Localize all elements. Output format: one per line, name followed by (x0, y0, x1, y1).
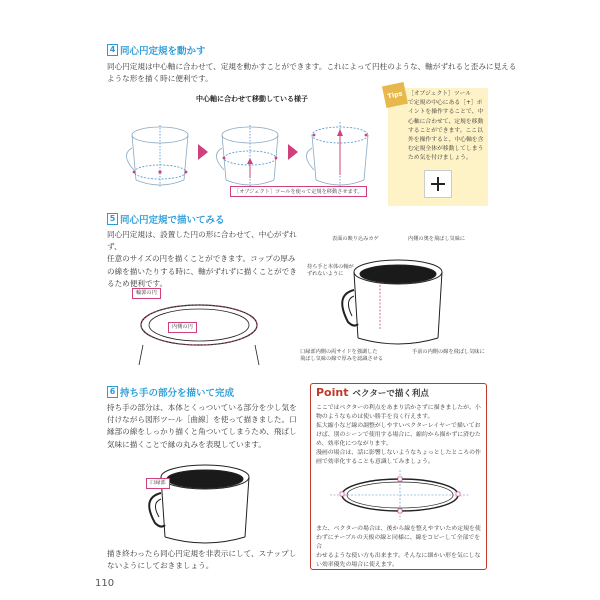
section-5-line: るため便利です。 (107, 278, 168, 288)
section-6-body (107, 402, 307, 451)
tips-line: イントを操作することで、中 (408, 109, 484, 116)
section-6-line: 付けながら図形ツール［曲線］を使って描きました。口 (107, 415, 297, 425)
figure3-illustration (340, 250, 460, 350)
label-handle-axis (307, 264, 354, 278)
section-6-number: 6 (107, 386, 118, 398)
arrow-right-icon (288, 144, 298, 160)
point-subtitle: ベクターで描く利点 (352, 389, 429, 399)
point-text-bottom (316, 525, 482, 570)
point-line: い効率優先の場合に使えます。 (316, 562, 398, 568)
section-5-line: 同心円定規は、設置した円の形に合わせて、中心がずれず、 (107, 230, 297, 252)
section-6-line: 気味に描くことで縁の丸みを表現しています。 (107, 439, 266, 449)
tag-rim: 口縁部 (146, 478, 170, 489)
section-5-line: の線を描いたりする時に、軸がずれずに描くことができ (107, 266, 297, 276)
tips-line: ［オブジェクト］ツール (408, 91, 472, 97)
tips-line: で定規の中心にある［+］ポ (408, 100, 483, 107)
plus-point-icon (424, 170, 452, 198)
point-text-top (316, 404, 482, 467)
point-header (316, 386, 429, 399)
tips-text (408, 90, 488, 164)
label-surface-shadow: 表面の映り込みカゲ (332, 236, 379, 242)
point-line: わせるような使い方も出来ます。そんなに細かい形を気にしな (316, 553, 481, 559)
point-line: 漫画の場合は、話に影響しないようなちょっとしたところの作 (316, 450, 481, 456)
point-line: けば、別のシーンで使用する場合に、縮約から描かずに済むた (316, 432, 481, 438)
arrow-right-icon (198, 144, 208, 160)
label-inner-back: 内側の奥を飛ばし気味に (408, 236, 466, 242)
point-line: 拡大縮小など線の調整がしやすいベクターレイヤーで描いてお (316, 423, 481, 429)
tag-inner-circle: 内側の円 (168, 322, 197, 333)
figure1-caption: ［オブジェクト］ツールを使って定規を移動させます。 (230, 186, 367, 197)
point-ellipse-illustration (330, 470, 470, 520)
section-6-line: 持ち手の部分は、本体とくっついている部分を少し気を (107, 403, 297, 412)
tips-line: することができます。ここ以 (408, 127, 483, 134)
section-6-footer (107, 548, 307, 572)
mug-step-1 (126, 125, 188, 188)
section-6-footer-line: ないようにしておきましょう。 (107, 561, 214, 571)
section-6-title (107, 385, 234, 399)
point-line: め、効率化につながります。 (316, 441, 392, 447)
mug-step-2 (216, 125, 278, 188)
label-rim-inner (300, 349, 383, 363)
figure1-illustration (120, 100, 385, 195)
section-4-body (107, 61, 527, 85)
point-line: わずにテーブルの天板の線と同様に、線をコピーして全部でを合 (316, 535, 481, 550)
section-5-line: 任意のサイズの円を描くことができます。コップの厚み (107, 254, 296, 264)
tips-line: 心軸に合わせて、定規を移動 (408, 118, 484, 125)
section-5-body (107, 229, 307, 290)
section-6-line: 縁部の線をしっかり描くと角ついてしまうため、飛ばし (107, 427, 297, 437)
section-4-line: ような形を描く時に便利です。 (107, 74, 213, 84)
label-rim-line: 口縁部内側の両サイドを強調した (300, 349, 378, 355)
tips-line: ため気を付けましょう。 (408, 155, 472, 162)
point-label: Point (316, 386, 349, 399)
label-rim-line: 飛ばし気味の線で厚みを認識させる (300, 356, 384, 362)
section-5-title (107, 212, 225, 226)
point-line: ここではベクターの利点をあまり活かさずに描きましたが、小 (316, 405, 481, 411)
point-line: 物のようなものは使い勝手を良く行えます。 (316, 414, 434, 420)
label-handle-line: ずれないように (307, 271, 344, 277)
section-4-heading: 同心円定規を動かす (120, 46, 206, 57)
section-4-title (107, 43, 206, 57)
tips-line: む定規全体が移動してしまう (408, 146, 484, 153)
tips-badge: Tips (382, 82, 408, 108)
tips-line: 外を操作すると、中心軸を含 (408, 137, 484, 144)
label-handle-line: 持ち手と本体の軸が (307, 264, 354, 270)
page-number: 110 (95, 578, 115, 589)
point-line: また、ベクターの場合は、後から線を整えやすいため定規を使 (316, 526, 481, 532)
figure1-heading: 中心軸に合わせて移動している様子 (196, 95, 308, 103)
section-5-heading: 同心円定規で描いてみる (120, 215, 225, 226)
point-line: 画で効率化することも意識してみましょう。 (316, 459, 434, 465)
mug-step-3 (306, 122, 368, 188)
section-4-line: 同心円定規は中心軸に合わせて、定規を動かすことができます。これによって円柱のような、軸がずれると歪みに見える (107, 62, 517, 71)
section-4-number: 4 (107, 44, 118, 56)
section-6-footer-line: 描き終わったら同心円定規を非表示にして、スナップし (107, 549, 297, 558)
tag-outer-circle: 輪郭の円 (132, 288, 161, 299)
section-5-number: 5 (107, 213, 118, 225)
label-front-inner: 手前の内側の線を飛ばし気味に (412, 349, 485, 355)
figure4-illustration (150, 455, 260, 550)
section-6-heading: 持ち手の部分を描いて完成 (120, 388, 235, 399)
